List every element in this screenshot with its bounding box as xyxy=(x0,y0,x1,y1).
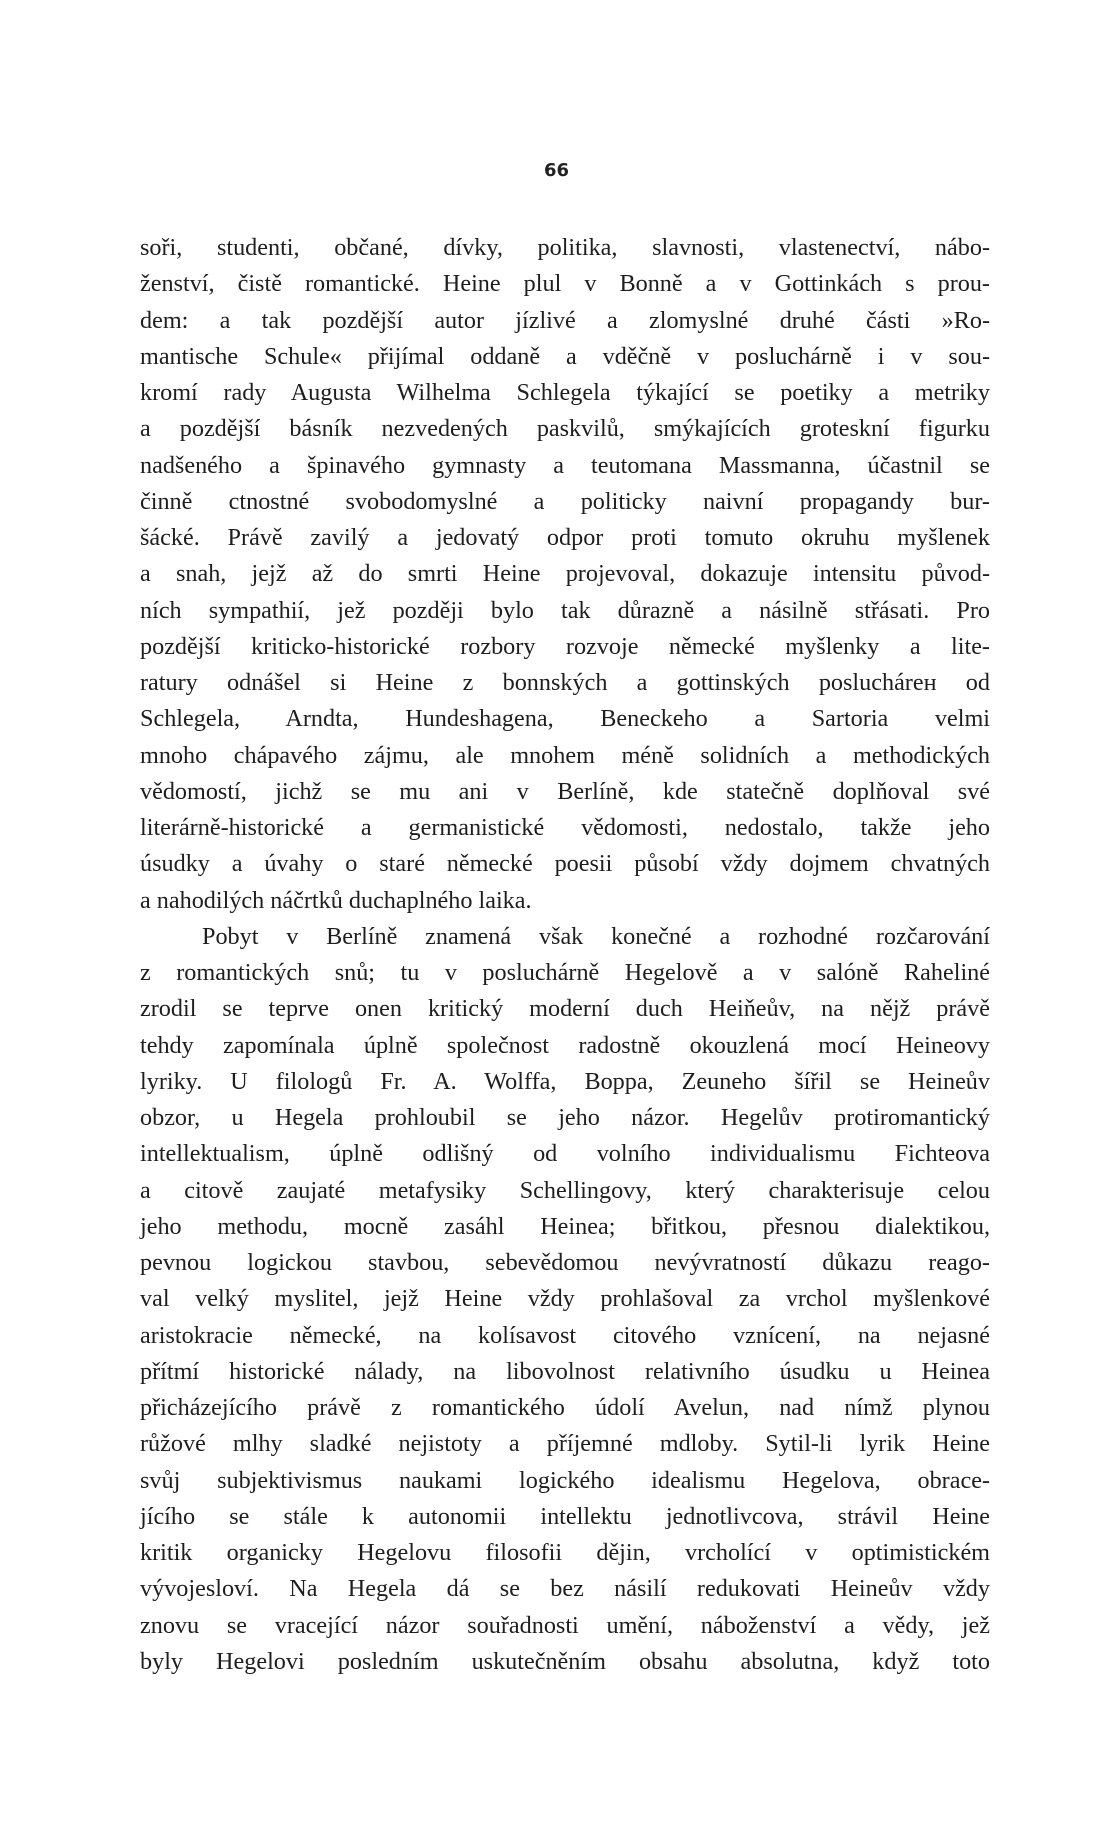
text-line: vědomostí, jichž se mu ani v Berlíně, kde statečně doplňoval své xyxy=(140,777,990,805)
text-line: byly Hegelovi posledním uskutečněním obsahu absolutna, když toto xyxy=(140,1647,990,1675)
text-line: dem: a tak pozdější autor jízlivé a zlomyslné druhé části »Ro- xyxy=(140,306,990,334)
text-line: vývojesloví. Na Hegela dá se bez násilí redukovati Heineův vždy xyxy=(140,1575,990,1603)
text-line: úsudky a úvahy o staré německé poesii působí vždy dojmem chvatných xyxy=(140,850,990,878)
text-line: a pozdější básník nezvedených paskvilů, smýkajících groteskní figurku xyxy=(140,415,990,443)
text-line: růžové mlhy sladké nejistoty a příjemné mdloby. Sytil-li lyrik Heine xyxy=(140,1430,990,1458)
text-line: soři, studenti, občané, dívky, politika, slavnosti, vlastenectví, nábo- xyxy=(140,234,990,261)
text-line: Pobyt v Berlíně znamená však konečné a rozhodné rozčarování xyxy=(202,922,990,950)
text-line: Schlegela, Arndta, Hundeshagena, Beneckeho a Sartoria velmi xyxy=(140,705,990,733)
text-line: znovu se vracející názor souřadnosti umění, náboženství a vědy, jež xyxy=(140,1611,990,1639)
body-text xyxy=(140,230,990,1680)
text-line: a citově zaujaté metafysiky Schellingovy, který charakterisuje celou xyxy=(140,1176,990,1204)
text-line: svůj subjektivismus naukami logického idealismu Hegelova, obrace- xyxy=(140,1466,990,1494)
text-line: kritik organicky Hegelovu filosofii dějin, vrcholící v optimistickém xyxy=(140,1539,990,1566)
text-line: literárně-historické a germanistické vědomosti, nedostalo, takže jeho xyxy=(140,814,990,841)
text-line: mnoho chápavého zájmu, ale mnohem méně solidních a methodických xyxy=(140,741,990,769)
text-line: pevnou logickou stavbou, sebevědomou nevývratností důkazu reago- xyxy=(140,1249,990,1276)
text-line: obzor, u Hegela prohloubil se jeho názor. Hegelův protiromantický xyxy=(140,1104,990,1131)
text-line: pozdější kriticko-historické rozbory rozvoje německé myšlenky a lite- xyxy=(140,632,990,660)
text-line: jeho methodu, mocně zasáhl Heinea; břitkou, přesnou dialektikou, xyxy=(140,1212,990,1240)
paragraph-2 xyxy=(140,919,990,1680)
text-line: šácké. Právě zavilý a jedovatý odpor proti tomuto okruhu myšlenek xyxy=(140,524,990,551)
text-line: přicházejícího právě z romantického údolí Avelun, nad nímž plynou xyxy=(140,1394,990,1421)
text-line: ratury odnášel si Heine z bonnských a gottinských posluchárен od xyxy=(140,669,990,696)
text-line: mantische Schule« přijímal oddaně a vděčně v posluchárně i v sou- xyxy=(140,342,990,370)
text-line: jícího se stále k autonomii intellektu jednotlivcova, strávil Heine xyxy=(140,1502,990,1530)
text-line: nadšeného a špinavého gymnasty a teutomana Massmanna, účastnil se xyxy=(140,451,990,479)
text-line: lyriky. U filologů Fr. A. Wolffa, Boppa, Zeuneho šířil se Heineův xyxy=(140,1067,990,1095)
text-line: z romantických snů; tu v posluchárně Hegelově a v salóně Raheliné xyxy=(140,959,990,986)
text-line: tehdy zapomínala úplně společnost radostně okouzlená mocí Heineovy xyxy=(140,1031,990,1059)
text-line: val velký myslitel, jejž Heine vždy prohlašoval za vrchol myšlenkové xyxy=(140,1285,990,1313)
text-line: ních sympathií, jež později bylo tak důrazně a násilně střásati. Pro xyxy=(140,596,990,624)
text-line: přítmí historické nálady, na libovolnost relativního úsudku u Heinea xyxy=(140,1357,990,1385)
paragraph-1 xyxy=(140,230,990,919)
text-line: zrodil se teprve onen kritický moderní duch Heiňeův, na nějž právě xyxy=(140,995,990,1023)
text-line: intellektualism, úplně odlišný od volního individualismu Fichteova xyxy=(140,1140,990,1168)
text-line: aristokracie německé, na kolísavost citového vznícení, na nejasné xyxy=(140,1321,990,1349)
page-number: 66 xyxy=(543,160,570,181)
text-line: a snah, jejž až do smrti Heine projevoval, dokazuje intensitu původ- xyxy=(140,560,990,588)
text-line: a nahodilých náčrtků duchaplného laika. xyxy=(140,886,532,914)
text-line: kromí rady Augusta Wilhelma Schlegela týkající se poetiky a metriky xyxy=(140,379,990,406)
text-line: činně ctnostné svobodomyslné a politicky naivní propagandy bur- xyxy=(140,487,990,515)
text-line: ženství, čistě romantické. Heine plul v Bonně a v Gottinkách s prou- xyxy=(140,270,990,298)
